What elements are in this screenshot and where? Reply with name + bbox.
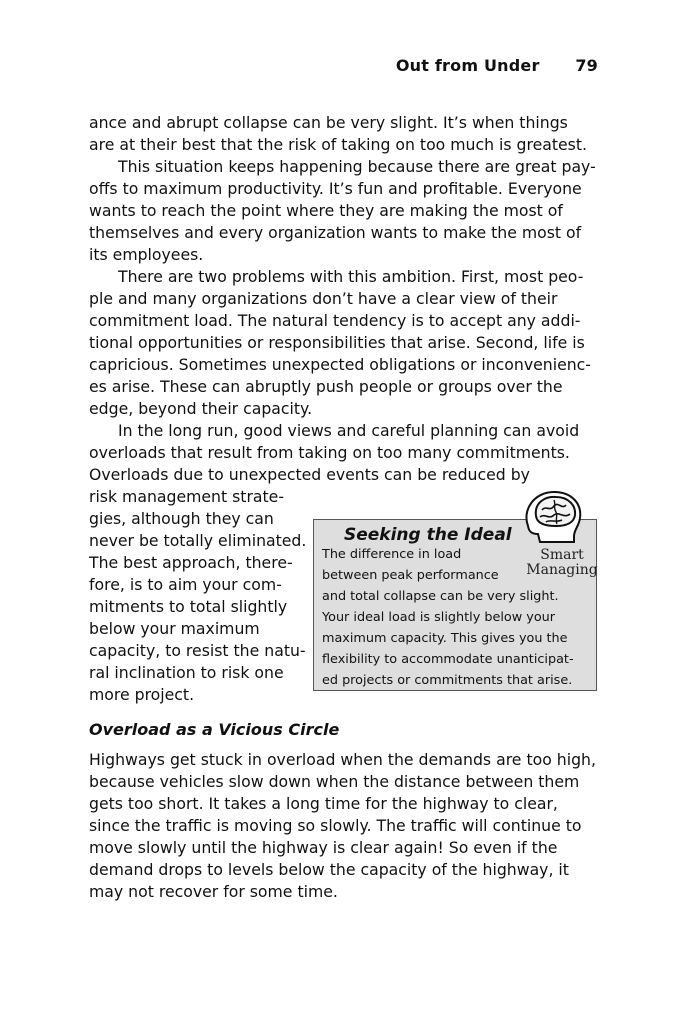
brand-line-2: Managing [526, 562, 598, 578]
body-text-wrap [89, 486, 307, 706]
body-line: may not recover for some time. [89, 882, 338, 901]
body-line: Highways get stuck in overload when the demands are too high, [89, 750, 596, 769]
sidebar-line: and total collapse can be very slight. [322, 589, 559, 604]
body-text-bottom [89, 749, 597, 903]
sidebar-box [313, 519, 597, 691]
sidebar-line: between peak performance [322, 568, 499, 583]
body-line: mitments to total slightly [89, 597, 288, 616]
body-line: more project. [89, 685, 195, 704]
body-line: In the long run, good views and careful planning can avoid [118, 421, 580, 440]
body-line: gies, although they can [89, 509, 274, 528]
body-line: are at their best that the risk of taking on too much is greatest. [89, 135, 587, 154]
body-line: ple and many organizations don’t have a clear view of their [89, 289, 558, 308]
body-line: its employees. [89, 245, 204, 264]
body-line: There are two problems with this ambition. First, most peo- [118, 267, 584, 286]
body-line: risk management strate- [89, 487, 284, 506]
body-text-top [89, 112, 597, 486]
section-subheading: Overload as a Vicious Circle [89, 720, 340, 739]
body-line: below your maximum [89, 619, 260, 638]
sidebar-line: flexibility to accommodate unanticipat- [322, 652, 574, 667]
body-line: offs to maximum productivity. It’s fun and profitable. Everyone [89, 179, 582, 198]
body-line: overloads that result from taking on too many commitments. [89, 443, 570, 462]
sidebar-title: Seeking the Ideal [344, 525, 512, 545]
body-line: themselves and every organization wants to make the most of [89, 223, 582, 242]
running-header [396, 56, 598, 75]
running-title: Out from Under [395, 56, 540, 75]
body-line: ance and abrupt collapse can be very slight. It’s when things [89, 113, 568, 132]
body-line: es arise. These can abruptly push people or groups over the [89, 377, 563, 396]
body-line: Overloads due to unexpected events can be reduced by [89, 465, 530, 484]
body-line: never be totally eliminated. [89, 531, 307, 550]
body-line: capricious. Sometimes unexpected obligations or inconvenienc- [89, 355, 591, 374]
body-line: fore, is to aim your com- [89, 575, 282, 594]
body-line: because vehicles slow down when the distance between them [89, 772, 580, 791]
body-line: edge, beyond their capacity. [89, 399, 313, 418]
body-line: move slowly until the highway is clear again! So even if the [89, 838, 558, 857]
brand-line-1: Smart [540, 547, 584, 563]
body-line: commitment load. The natural tendency is to accept any addi- [89, 311, 581, 330]
body-line: gets too short. It takes a long time for the highway to clear, [89, 794, 558, 813]
body-line: demand drops to levels below the capacity of the highway, it [89, 860, 569, 879]
body-line: ral inclination to risk one [89, 663, 284, 682]
page-number: 79 [575, 56, 598, 75]
sidebar-line: Your ideal load is slightly below your [322, 610, 556, 625]
body-line: The best approach, there- [89, 553, 293, 572]
body-line: tional opportunities or responsibilities that arise. Second, life is [89, 333, 585, 352]
sidebar-line: maximum capacity. This gives you the [322, 631, 568, 646]
sidebar-line: ed projects or commitments that arise. [322, 673, 573, 688]
body-line: capacity, to resist the natu- [89, 641, 306, 660]
body-line: wants to reach the point where they are making the most of [89, 201, 563, 220]
body-line: This situation keeps happening because there are great pay- [118, 157, 596, 176]
smart-managing-logo [522, 548, 602, 578]
brain-head-icon [520, 488, 584, 544]
sidebar-line: The difference in load [322, 547, 462, 562]
body-line: since the traffic is moving so slowly. The traffic will continue to [89, 816, 582, 835]
